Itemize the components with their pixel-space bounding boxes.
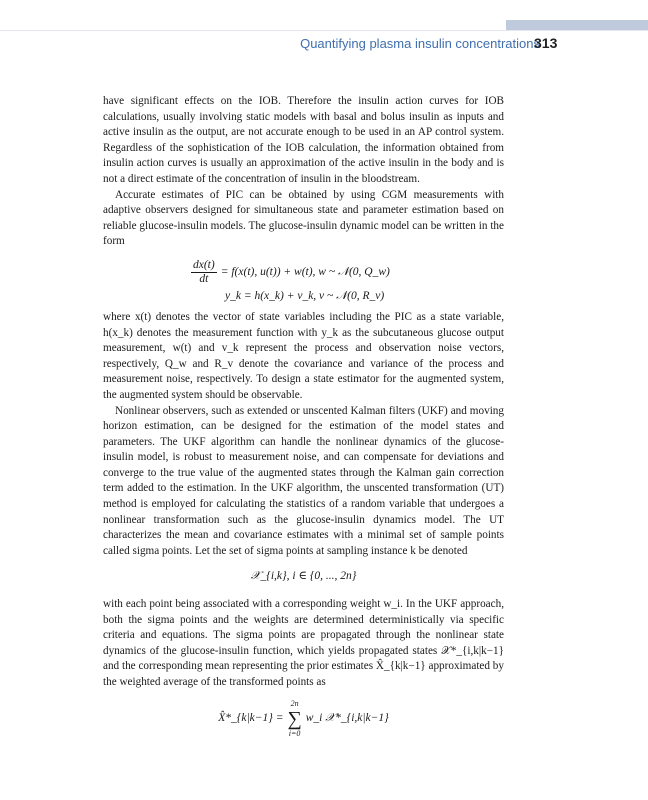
eq1-numerator: dx(t) — [193, 259, 215, 272]
page-number: 313 — [534, 35, 558, 51]
main-text — [103, 94, 504, 739]
equation-1 — [103, 258, 504, 288]
paragraph-5: with each point being associated with a corresponding weight w_i. In the UKF approach, both the sigma points and the weights are determined deterministically via specific criteria and equations. The sigma points are propagated through the nonlinear state dynamics of the glucose-insulin function, which yields propagated states 𝒳*_{i,k|k−1} and the corresponding mean representing the prior estimates X̂_{k|k−1} approximated by the weighted average of the transformed points as — [103, 598, 504, 688]
paragraph-4: Nonlinear observers, such as extended or unscented Kalman filters (UKF) and moving horizon estimation, can be designed for the estimation of the model states and parameters. The UKF algorithm can handle the nonlinear dynamics of the glucose-insulin model, is robust to measurement noise, and can compensate for deviations and converge to the true value of the augmented states through the Kalman gain correction term added to the estimation. In the UKF algorithm, the unscented transformation (UT) method is employed for calculating the statistics of a random variable that undergoes a nonlinear transformation such as the glucose-insulin dynamics model. The UT characterizes the mean and covariance estimates with a minimal set of sample points called sigma points. Let the set of sigma points at sampling instance k be denoted — [103, 404, 504, 557]
paragraph-3: where x(t) denotes the vector of state variables including the PIC as a state variable, h(x_k) denotes the measurement function with y_k as the subcutaneous glucose output measurement, w(t) and v_k represent the process and observation noise vectors, respectively, Q_w and R_v denote the covariance and variance of the process and measurement noise, respectively. To design a state estimator for the augmented system, the augmented system should be observable. — [103, 310, 504, 401]
header-rule — [0, 30, 648, 31]
equation-sigma-set: 𝒳_{i,k}, i ∈ {0, ..., 2n} — [250, 570, 357, 583]
eq4-lhs: X̂*_{k|k−1} = — [218, 711, 284, 724]
equation-weighted-mean — [103, 699, 504, 739]
sum-lower-limit: i=0 — [288, 728, 301, 738]
eq4-rhs: w_i 𝒳*_{i,k|k−1} — [305, 711, 389, 724]
sigma-symbol: ∑ — [287, 707, 302, 730]
paragraph-1: have significant effects on the IOB. Therefore the insulin action curves for IOB calculations, usually involving static models with basal and bolus insulin as inputs and active insulin as the output, are not accurate enough to be used in an AP control system. Regardless of the sophistication of the IOB calculation, the information obtained from insulin action curves is usually an approximation of the active insulin in the body and is not a direct estimate of the concentration of insulin in the bloodstream. — [103, 95, 504, 185]
running-head-title: Quantifying plasma insulin concentrations — [300, 36, 540, 51]
paragraph-2: Accurate estimates of PIC can be obtained by using CGM measurements with adaptive observers designed for simultaneous state and parameter estimation based on reliable glucose-insulin models. The glucose-insulin dynamic model can be written in the form — [103, 188, 504, 248]
eq2-text: y_k = h(x_k) + v_k, v ~ 𝒩(0, R_v) — [225, 290, 385, 303]
eq1-denominator: dt — [199, 273, 209, 286]
eq1-rhs: = f(x(t), u(t)) + w(t), w ~ 𝒩(0, Q_w) — [220, 266, 390, 279]
sum-upper-limit: 2n — [290, 698, 299, 708]
equation-2 — [103, 288, 504, 306]
summation-operator — [287, 699, 301, 739]
equation-state-space — [103, 258, 504, 306]
corner-tab-decoration — [506, 20, 648, 30]
derivative-fraction — [191, 259, 217, 286]
